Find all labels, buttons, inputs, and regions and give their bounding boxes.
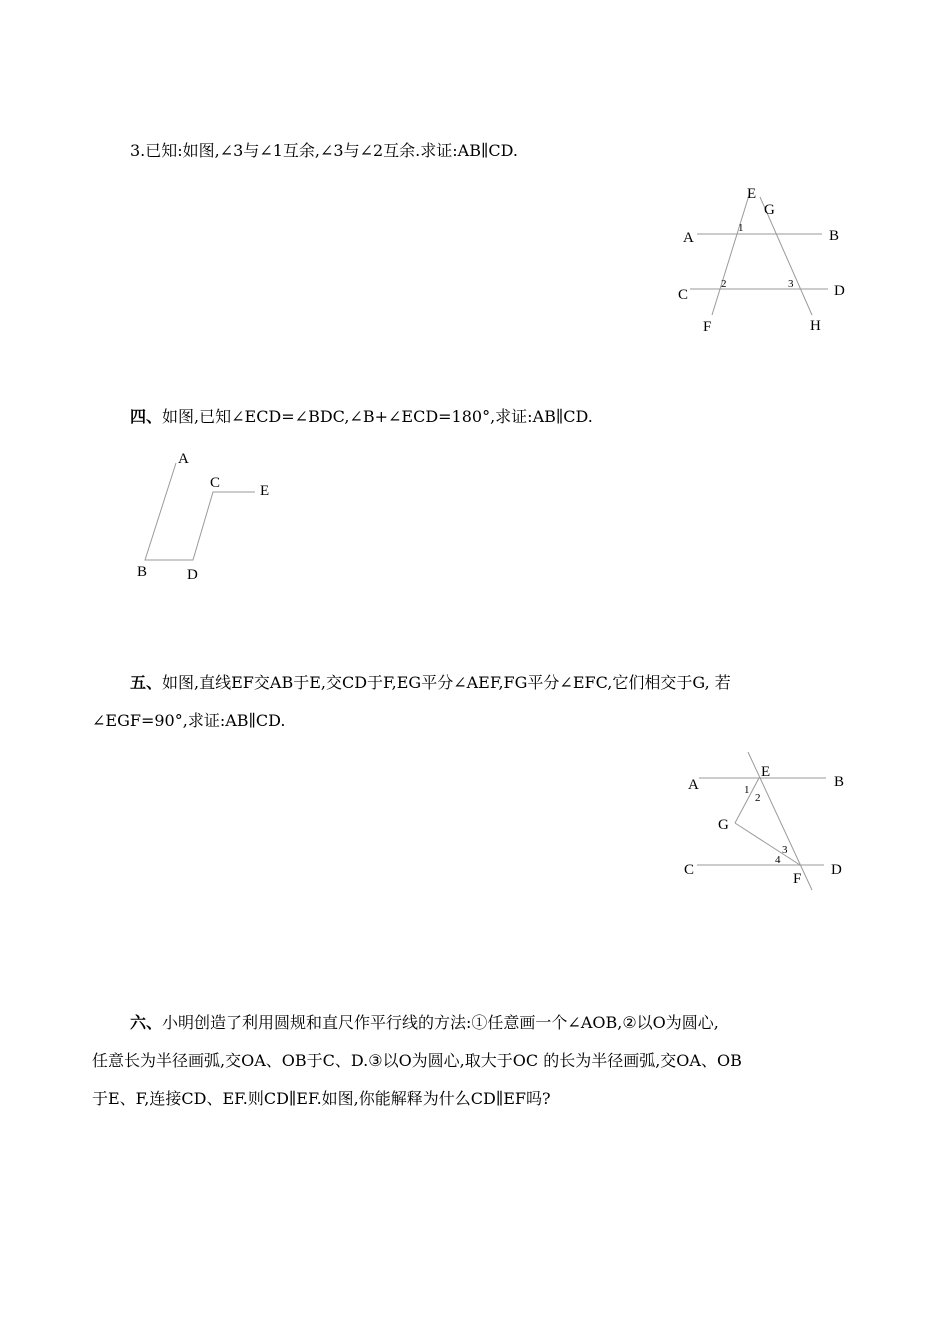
label-d: D <box>834 283 845 299</box>
label-b: B <box>834 774 845 790</box>
problem-3-text: 3.已知:如图,∠3与∠1互余,∠3与∠2互余.求证:AB∥CD. <box>130 141 518 160</box>
label-a: A <box>688 777 699 793</box>
angle-3: 3 <box>788 278 794 290</box>
problem-5-text-1: 如图,直线EF交AB于E,交CD于F,EG平分∠AEF,FG平分∠EFC,它们相交于G, 若 <box>162 673 731 692</box>
label-h: H <box>810 318 821 334</box>
angle-4: 4 <box>775 854 781 866</box>
angle-3: 3 <box>782 844 788 856</box>
label-c: C <box>210 475 221 491</box>
problem-6-heading: 六、 <box>130 1013 163 1032</box>
problem-6-text-1: 小明创造了利用圆规和直尺作平行线的方法:①任意画一个∠AOB,②以O为圆心, <box>162 1013 719 1032</box>
line-ef <box>748 752 812 890</box>
label-e: E <box>747 186 757 202</box>
angle-1: 1 <box>744 784 750 796</box>
problem-6-line-3: 于E、F,连接CD、EF.则CD∥EF.如图,你能解释为什么CD∥EF吗? <box>92 1089 551 1108</box>
label-b: B <box>137 564 148 580</box>
label-g: G <box>764 202 775 218</box>
problem-6-line-1 <box>130 1012 719 1034</box>
problem-4-heading: 四、 <box>130 407 163 426</box>
label-b: B <box>829 228 840 244</box>
label-f: F <box>703 319 712 335</box>
label-d: D <box>187 567 198 583</box>
problem-5-line-2: ∠EGF=90°,求证:AB∥CD. <box>92 711 286 730</box>
label-e: E <box>260 483 270 499</box>
angle-1: 1 <box>738 222 744 234</box>
label-d: D <box>831 862 842 878</box>
label-e: E <box>761 764 771 780</box>
problem-6-line-2: 任意长为半径画弧,交OA、OB于C、D.③以O为圆心,取大于OC 的长为半径画弧,交OA、OB <box>92 1051 742 1070</box>
angle-2: 2 <box>721 278 727 290</box>
label-a: A <box>683 230 694 246</box>
problem-4-text: 如图,已知∠ECD=∠BDC,∠B+∠ECD=180°,求证:AB∥CD. <box>162 407 593 426</box>
label-c: C <box>678 287 689 303</box>
angle-2: 2 <box>755 792 761 804</box>
label-g: G <box>718 817 729 833</box>
label-a: A <box>178 451 189 467</box>
problem-5-heading: 五、 <box>130 673 163 692</box>
label-c: C <box>684 862 695 878</box>
label-f: F <box>793 871 802 887</box>
